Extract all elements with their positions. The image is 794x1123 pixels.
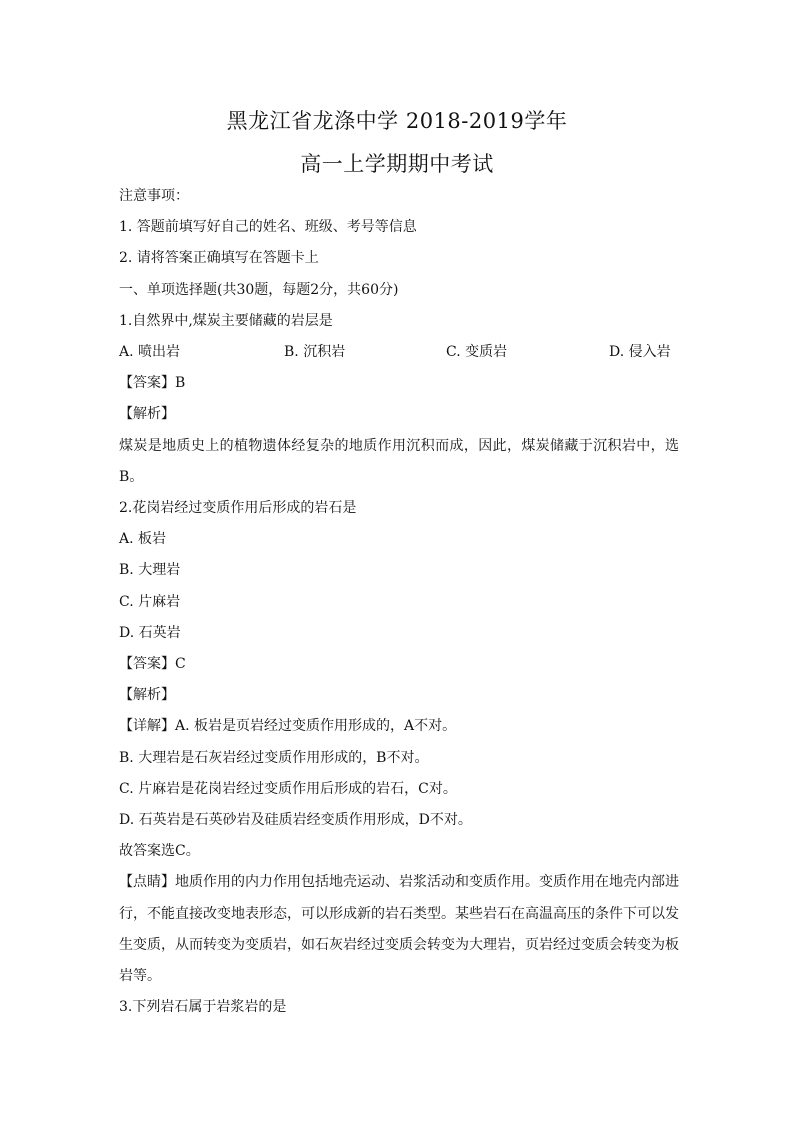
question-1-analysis-label: 【解析】 <box>119 406 175 422</box>
question-2-answer: 【答案】C <box>119 656 186 672</box>
question-2-detail-line-4: D. 石英岩是石英砂岩及硅质岩经变质作用形成，D不对。 <box>119 812 472 828</box>
question-1-option-c: C. 变质岩 <box>446 344 508 360</box>
section-heading: 一、单项选择题(共30题，每题2分，共60分) <box>119 282 399 298</box>
question-3-stem: 3.下列岩石属于岩浆岩的是 <box>119 999 287 1015</box>
question-1-answer: 【答案】B <box>119 375 186 391</box>
question-2-tip-line-4: 岩等。 <box>119 968 161 984</box>
notice-item-2: 2. 请将答案正确填写在答题卡上 <box>119 250 319 266</box>
question-2-detail-line-1: 【详解】A. 板岩是页岩经过变质作用形成的，A不对。 <box>119 718 457 734</box>
question-2-option-d: D. 石英岩 <box>119 625 181 641</box>
question-2-option-c: C. 片麻岩 <box>119 594 181 610</box>
question-2-detail-line-2: B. 大理岩是石灰岩经过变质作用形成的，B不对。 <box>119 750 429 766</box>
question-2-stem: 2.花岗岩经过变质作用后形成的岩石是 <box>119 500 357 516</box>
question-2-conclusion: 故答案选C。 <box>119 843 200 859</box>
document-subtitle: 高一上学期期中考试 <box>300 152 494 176</box>
question-2-tip-line-3: 生变质，从而转变为变质岩，如石灰岩经过变质会转变为大理岩，页岩经过变质会转变为板 <box>119 937 679 953</box>
question-1-option-a: A. 喷出岩 <box>119 344 181 360</box>
notice-item-1: 1. 答题前填写好自己的姓名、班级、考号等信息 <box>119 219 417 235</box>
question-2-tip-line-1: 【点睛】地质作用的内力作用包括地壳运动、岩浆活动和变质作用。变质作用在地壳内部进 <box>119 874 679 890</box>
notice-heading: 注意事项： <box>119 188 189 204</box>
question-1-option-b: B. 沉积岩 <box>284 344 346 360</box>
question-1-stem: 1.自然界中,煤炭主要储藏的岩层是 <box>119 313 333 329</box>
question-2-tip-line-2: 行，不能直接改变地表形态，可以形成新的岩石类型。某些岩石在高温高压的条件下可以发 <box>119 906 679 922</box>
question-2-detail-line-3: C. 片麻岩是花岗岩经过变质作用后形成的岩石，C对。 <box>119 781 457 797</box>
document-title: 黑龙江省龙涤中学 2018-2019学年 <box>226 109 568 133</box>
question-1-analysis-line-2: B。 <box>119 469 144 485</box>
question-2-analysis-label: 【解析】 <box>119 687 175 703</box>
question-2-option-a: A. 板岩 <box>119 531 167 547</box>
question-1-analysis-line-1: 煤炭是地质史上的植物遗体经复杂的地质作用沉积而成，因此，煤炭储藏于沉积岩中，选 <box>119 438 679 454</box>
question-1-option-d: D. 侵入岩 <box>609 344 671 360</box>
question-2-option-b: B. 大理岩 <box>119 562 181 578</box>
